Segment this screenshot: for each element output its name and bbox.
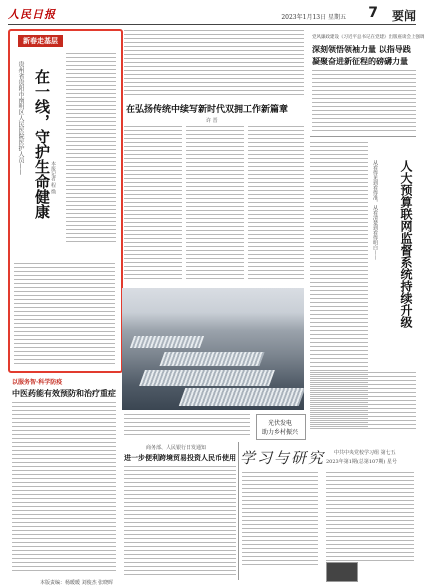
feature-subtitle: 贵州省贵阳市南明区人民医院医护人员—— (17, 61, 24, 175)
greenhouse-row (159, 352, 264, 366)
study-issue: 2023年第1期(总第107期) 星号 (326, 459, 397, 465)
right-divider (310, 136, 416, 137)
footer-editors: 本版责编：杨暖暖 刘俊杰 张晓晖 (40, 580, 114, 586)
photo-caption-line1: 光伏发电 (268, 420, 293, 427)
right-headline-line2[interactable]: 凝聚奋进新征程的磅礴力量 (312, 56, 408, 66)
center-top-text (124, 30, 304, 98)
center-headline[interactable]: 在弘扬传统中续写新时代双拥工作新篇章 (126, 105, 289, 115)
feature-body-lower (14, 263, 115, 367)
study-section-title: 学习与研究 (240, 449, 326, 467)
photo-caption-line2: 助力乡村振兴 (262, 429, 299, 436)
center-byline: 许 晋 (206, 118, 218, 124)
left-bottom-headline[interactable]: 中医药能有效预防和治疗重症 (12, 388, 116, 398)
featured-article-highlight[interactable] (8, 29, 123, 373)
page-number: 7 (368, 5, 378, 21)
center-bottom-text (124, 466, 236, 578)
center-bottom-overline: 商务部、人民银行日发通知 (146, 445, 207, 451)
page-name: 要闻 (391, 9, 416, 23)
right-article-subtitle: 从看得见到看得准，从看清楚到看得明白—— (372, 160, 378, 260)
right-overline: 党风廉政建设《习近平总书记在党建》出版座谈会上强调 (312, 35, 424, 40)
left-bottom-text (12, 402, 116, 574)
photo-caption-text (124, 414, 250, 438)
issue-date: 2023年1月13日 星期五 (281, 14, 346, 21)
newspaper-logo: 人民日报 (8, 8, 56, 21)
greenhouse-row (130, 336, 204, 348)
study-toc-right (326, 472, 414, 564)
feature-kicker: 新春走基层 (18, 35, 63, 47)
center-body-left (124, 126, 182, 282)
study-toc-left (242, 472, 318, 568)
study-caption: 中共中央党校学习组 第七五 (334, 450, 396, 456)
greenhouse-row (179, 388, 304, 406)
masthead-rule (8, 24, 416, 25)
feature-byline: 本报记者 程 焕 (50, 161, 56, 195)
right-top-text (312, 70, 416, 134)
center-body-mid (186, 126, 244, 282)
right-headline-line1[interactable]: 深刻领悟领袖力量 以指导践 (312, 44, 411, 54)
section-tag: 以服务智·科学防疫 (12, 379, 63, 386)
feature-title: 在一线，守护生命健康 (33, 69, 51, 219)
right-article-title[interactable]: 人大预算联网监督系统持续升级 (399, 160, 413, 328)
subscription-box (326, 562, 358, 582)
center-body-right (248, 126, 304, 282)
greenhouse-row (139, 370, 275, 386)
masthead (8, 4, 416, 24)
greenhouse-photo (122, 288, 304, 410)
column-divider (238, 442, 239, 580)
feature-body-upper (66, 53, 116, 245)
right-lower-text (310, 372, 416, 432)
center-bottom-headline[interactable]: 进一步便利跨境贸易投资人民币使用 (124, 453, 236, 462)
